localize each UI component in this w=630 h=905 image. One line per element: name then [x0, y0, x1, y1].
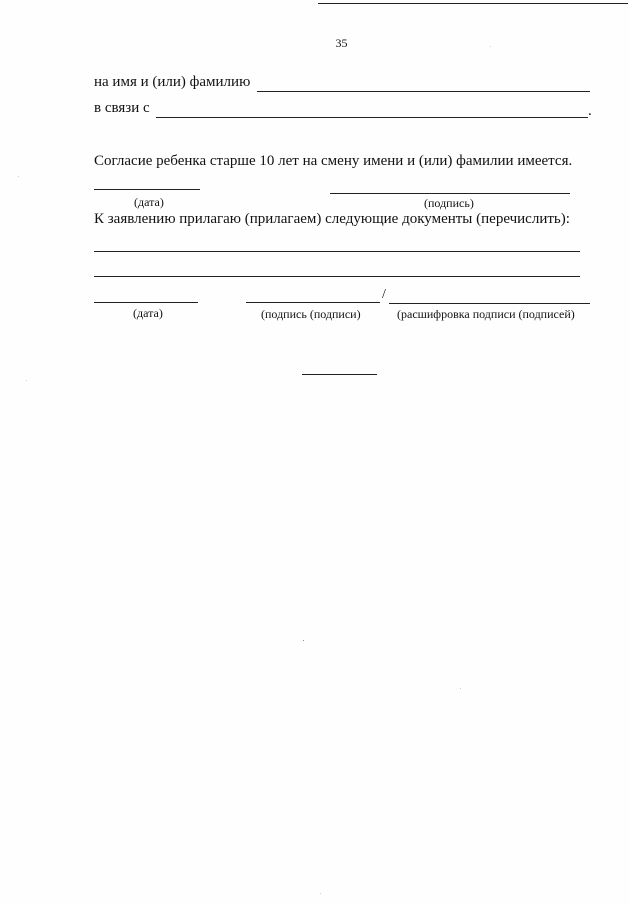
scan-speck — [320, 893, 321, 894]
attachments-field-1[interactable] — [94, 251, 580, 252]
attachments-field-2[interactable] — [94, 276, 580, 277]
final-date-field[interactable] — [94, 302, 198, 303]
reason-period: . — [588, 103, 592, 119]
consent-signature-field[interactable] — [330, 193, 570, 194]
reason-field[interactable] — [156, 117, 588, 118]
reason-label: в связи с — [94, 100, 150, 116]
final-date-caption: (дата) — [133, 306, 163, 320]
consent-signature-caption: (подпись) — [424, 196, 474, 210]
signature-separator-slash: / — [382, 287, 386, 302]
scan-speck — [18, 176, 19, 177]
name-surname-field[interactable] — [257, 91, 590, 92]
final-signature-caption: (подпись (подписи) — [261, 307, 361, 321]
scan-speck — [460, 688, 461, 689]
end-of-document-rule — [302, 374, 377, 375]
name-surname-label: на имя и (или) фамилию — [94, 74, 251, 90]
scan-speck — [303, 640, 304, 641]
final-decoding-field[interactable] — [389, 303, 590, 304]
top-edge-line — [318, 3, 628, 4]
child-consent-text: Согласие ребенка старше 10 лет на смену имени и (или) фамилии имеется. — [94, 153, 573, 169]
scan-speck — [490, 46, 491, 47]
scan-speck — [26, 380, 27, 381]
page-number: 35 — [335, 36, 348, 50]
final-signature-field[interactable] — [246, 302, 380, 303]
final-decoding-caption: (расшифровка подписи (подписей) — [397, 307, 575, 321]
consent-date-caption: (дата) — [134, 195, 164, 209]
attachments-text: К заявлению прилагаю (прилагаем) следующие документы (перечислить): — [94, 211, 570, 227]
consent-date-field[interactable] — [94, 189, 200, 190]
